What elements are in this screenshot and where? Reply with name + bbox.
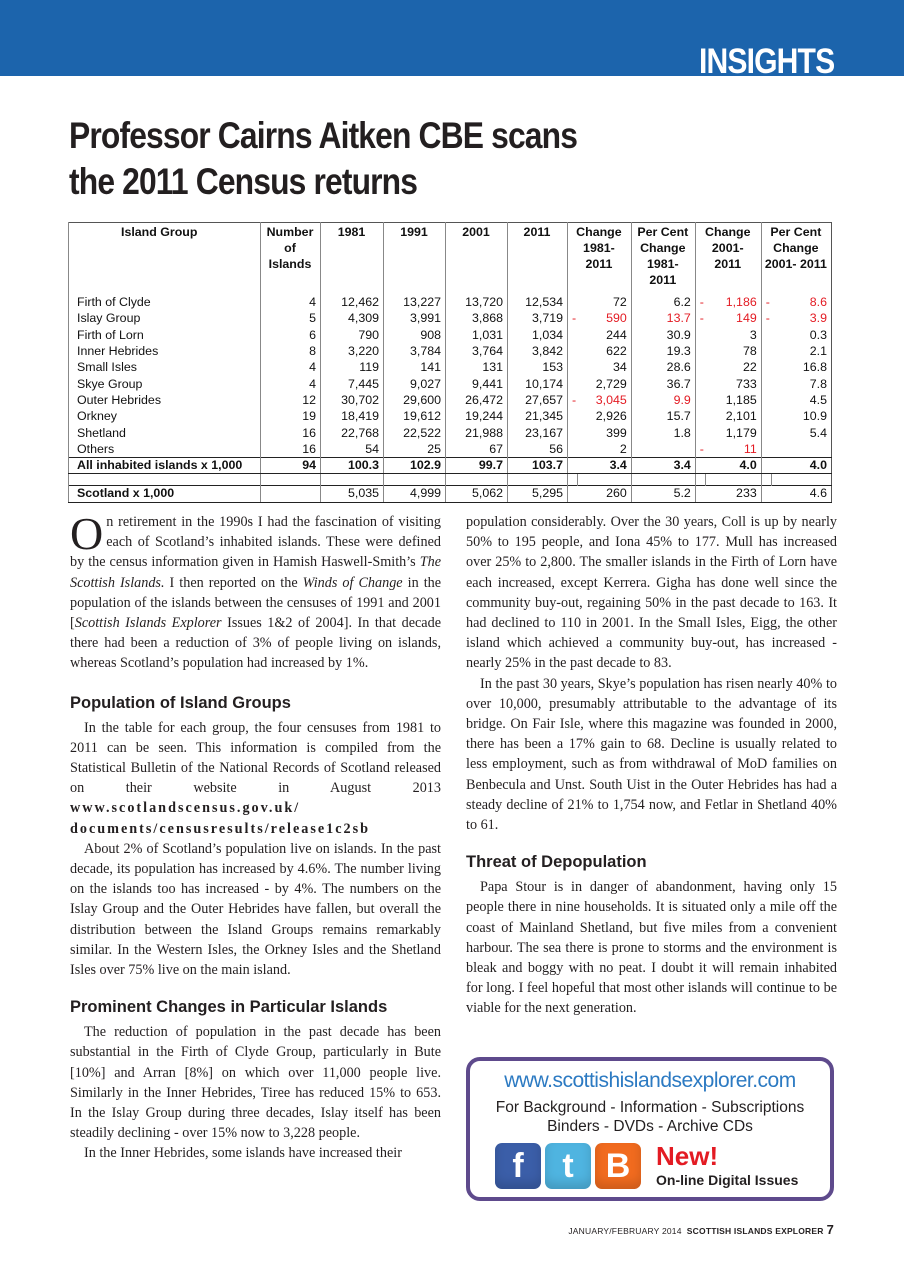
section-banner <box>0 0 904 81</box>
row-island-group: Orkney <box>69 409 261 425</box>
spacer-cell <box>631 474 695 486</box>
row-1981: 4,309 <box>321 311 384 327</box>
row-percent-2001-2011: 8.6 <box>809 295 827 310</box>
spacer-cell <box>705 474 761 486</box>
row-sign-change-2001-2011: - <box>695 295 705 311</box>
header-change-2001-2011: Change 2001- 2011 <box>695 223 761 295</box>
total-islands: 94 <box>261 457 321 473</box>
article-right-column <box>466 512 837 1019</box>
row-sign-change-2001-2011 <box>695 392 705 408</box>
row-change-2001-2011: 1,185 <box>725 392 757 407</box>
table-row <box>69 327 832 343</box>
row-sign-change-2001-2011 <box>695 343 705 359</box>
row-1981: 22,768 <box>321 425 384 441</box>
row-sign-percent-2001-2011 <box>761 425 771 441</box>
table-row <box>69 343 832 359</box>
row-sign-percent-2001-2011 <box>761 409 771 425</box>
row-1981: 54 <box>321 441 384 457</box>
book-title: The Scottish Islands. <box>70 554 441 591</box>
row-sign-change-2001-2011: - <box>695 311 705 327</box>
heading-prominent-changes: Prominent Changes in Particular Islands <box>70 998 388 1017</box>
row-2011: 153 <box>508 360 568 376</box>
row-2011: 21,345 <box>508 409 568 425</box>
census-website-link[interactable]: www.scotlandscensus.gov.uk/ documents/censusresults/release1c2sb <box>70 800 371 837</box>
row-2011: 27,657 <box>508 392 568 408</box>
row-change-1981-2011: 590 <box>606 311 627 326</box>
header-1981: 1981 <box>321 223 384 295</box>
row-change-1981-2011: 244 <box>606 327 627 342</box>
row-number-of-islands: 5 <box>261 311 321 327</box>
heading-threat-depopulation: Threat of Depopulation <box>466 853 647 872</box>
spacer-cell <box>695 474 705 486</box>
total-2001: 99.7 <box>446 457 508 473</box>
row-percent-1981-2011: 1.8 <box>631 425 695 441</box>
row-sign-percent-2001-2011 <box>761 441 771 457</box>
row-change-1981-2011: 2,729 <box>595 376 627 391</box>
header-change-1981-2011: Change 1981- 2011 <box>568 223 632 295</box>
row-island-group: Outer Hebrides <box>69 392 261 408</box>
scotland-label: Scotland x 1,000 <box>69 486 261 502</box>
row-2001: 26,472 <box>446 392 508 408</box>
row-number-of-islands: 4 <box>261 295 321 311</box>
header-2011: 2011 <box>508 223 568 295</box>
row-sign-change-1981-2011 <box>568 343 578 359</box>
table-header-row <box>69 223 832 295</box>
row-change-1981-2011: 2 <box>619 441 627 456</box>
row-sign-change-1981-2011 <box>568 441 578 457</box>
header-number-of-islands: Number of Islands <box>261 223 321 295</box>
row-sign-change-2001-2011 <box>695 360 705 376</box>
table-row <box>69 425 832 441</box>
row-percent-2001-2011: 0.3 <box>809 327 827 342</box>
total-change-1981-2011: 3.4 <box>568 457 632 473</box>
page-footer <box>568 1222 834 1237</box>
row-1991: 25 <box>384 441 446 457</box>
row-island-group: Inner Hebrides <box>69 343 261 359</box>
row-percent-1981-2011: 15.7 <box>631 409 695 425</box>
table-row <box>69 441 832 457</box>
section-title: INSIGHTS <box>698 42 834 81</box>
row-1981: 7,445 <box>321 376 384 392</box>
row-1991: 3,991 <box>384 311 446 327</box>
row-1991: 908 <box>384 327 446 343</box>
header-percent-2001-2011: Per Cent Change 2001- 2011 <box>761 223 831 295</box>
row-change-2001-2011: 733 <box>736 376 757 391</box>
spacer-cell <box>261 474 321 486</box>
row-1991: 13,227 <box>384 295 446 311</box>
row-2001: 3,764 <box>446 343 508 359</box>
blogger-icon[interactable]: B <box>595 1143 641 1189</box>
total-2011: 103.7 <box>508 457 568 473</box>
promo-new-label: New! <box>656 1141 719 1171</box>
row-island-group: Skye Group <box>69 376 261 392</box>
footer-issue: JANUARY/FEBRUARY 2014 <box>568 1226 682 1236</box>
row-percent-2001-2011: 4.5 <box>809 392 827 407</box>
page-number: 7 <box>826 1222 834 1237</box>
row-1981: 12,462 <box>321 295 384 311</box>
right-paragraph-1: population considerably. Over the 30 years, Coll is up by nearly 50% to 195 people, and Iona 45% to 177. Mull has increased over 25% to 2,800. The smaller islands in the Firth of Lorn have each increased, except Kerrera. Gigha has done well since the community buy-out, regaining 50% in the past decade to 163. It had declined to 110 in 2001. In the Small Isles, Eigg, the other island which achieved a community buy-out, has increased - nearly 25% in the past decade to 83. <box>466 514 837 672</box>
table-row <box>69 295 832 311</box>
scotland-1991: 4,999 <box>384 486 446 502</box>
row-number-of-islands: 4 <box>261 360 321 376</box>
row-sign-change-1981-2011: - <box>568 311 578 327</box>
row-change-1981-2011: 3,045 <box>595 392 627 407</box>
groups-paragraph-2: About 2% of Scotland’s population live on islands. In the past decade, its population has increased by 4.6%. The number living on the islands too has increased - by 4%. The numbers on the Islay Group and the Outer Hebrides have fallen, but overall the distribution between the Island Groups remains remarkably similar. In the Western Isles, the Orkney Isles and the Shetland Isles over 75% live on the main island. <box>70 840 441 979</box>
spacer-cell <box>568 474 578 486</box>
row-percent-1981-2011 <box>631 441 695 457</box>
total-label: All inhabited islands x 1,000 <box>69 457 261 473</box>
row-island-group: Others <box>69 441 261 457</box>
row-number-of-islands: 16 <box>261 441 321 457</box>
row-sign-change-1981-2011 <box>568 376 578 392</box>
table-row <box>69 376 832 392</box>
row-percent-1981-2011: 28.6 <box>631 360 695 376</box>
scotland-change-1981-2011: 260 <box>568 486 632 502</box>
spacer-cell <box>321 474 384 486</box>
row-sign-percent-2001-2011 <box>761 343 771 359</box>
total-1981: 100.3 <box>321 457 384 473</box>
total-1991: 102.9 <box>384 457 446 473</box>
row-percent-2001-2011: 3.9 <box>809 311 827 326</box>
header-percent-1981-2011: Per Cent Change 1981- 2011 <box>631 223 695 295</box>
table-row <box>69 311 832 327</box>
row-sign-percent-2001-2011: - <box>761 311 771 327</box>
footer-magazine: SCOTTISH ISLANDS EXPLORER <box>686 1226 824 1236</box>
article-headline: Professor Cairns Aitken CBE scans the 2011 Census returns <box>69 115 578 202</box>
row-2001: 13,720 <box>446 295 508 311</box>
row-2001: 9,441 <box>446 376 508 392</box>
row-change-2001-2011: 3 <box>749 327 757 342</box>
row-number-of-islands: 6 <box>261 327 321 343</box>
table-row <box>69 360 832 376</box>
row-2011: 56 <box>508 441 568 457</box>
row-sign-change-2001-2011 <box>695 327 705 343</box>
row-sign-change-2001-2011 <box>695 425 705 441</box>
row-2011: 1,034 <box>508 327 568 343</box>
row-island-group: Shetland <box>69 425 261 441</box>
spacer-cell <box>761 474 771 486</box>
scotland-2011: 5,295 <box>508 486 568 502</box>
row-change-2001-2011: 1,186 <box>725 295 757 310</box>
row-2001: 1,031 <box>446 327 508 343</box>
row-change-2001-2011: 149 <box>736 311 757 326</box>
promo-website-link[interactable]: www.scottishislandsexplorer.com <box>504 1069 796 1092</box>
total-percent-2001-2011: 4.0 <box>761 457 831 473</box>
scotland-islands <box>261 486 321 502</box>
total-change-2001-2011: 4.0 <box>695 457 761 473</box>
spacer-cell <box>578 474 632 486</box>
row-percent-1981-2011: 36.7 <box>631 376 695 392</box>
row-number-of-islands: 19 <box>261 409 321 425</box>
series-title: Winds of Change <box>302 574 403 591</box>
heading-island-groups: Population of Island Groups <box>70 693 291 712</box>
row-percent-2001-2011: 16.8 <box>802 360 827 375</box>
intro-paragraph: On retirement in the 1990s I had the fascination of visiting each of Scotland’s inhabited islands. These were defined by the census information given in Hamish Haswell-Smith’s The Scottish Islands. I then reported on the Winds of Change in the population of the islands between the censuses of 1991 and 2001 [Scottish Islands Explorer Issues 1&2 of 2004]. In that decade there had been a reduction of 3% of people living on islands, whereas Scotland’s population had increased by 1%. <box>70 508 442 672</box>
header-island-group: Island Group <box>69 223 261 295</box>
row-sign-change-1981-2011 <box>568 295 578 311</box>
row-number-of-islands: 4 <box>261 376 321 392</box>
row-number-of-islands: 16 <box>261 425 321 441</box>
row-change-2001-2011: 1,179 <box>725 425 757 440</box>
row-sign-percent-2001-2011 <box>761 327 771 343</box>
changes-paragraph-2: In the Inner Hebrides, some islands have increased their <box>84 1145 402 1162</box>
groups-paragraph-1: In the table for each group, the four censuses from 1981 to 2011 can be seen. This information is compiled from the Statistical Bulletin of the National Records of Scotland released on their website in August 2013 www.scotlandscensus.gov.uk/ documents/censusresults/release1c2sb <box>70 719 441 837</box>
row-percent-2001-2011: 7.8 <box>809 376 827 391</box>
row-2011: 3,842 <box>508 343 568 359</box>
spacer-cell <box>69 474 261 486</box>
drop-cap: O <box>70 508 104 559</box>
facebook-icon[interactable]: f <box>495 1143 541 1189</box>
row-change-2001-2011: 2,101 <box>725 409 757 424</box>
row-1981: 790 <box>321 327 384 343</box>
row-change-1981-2011: 2,926 <box>595 409 627 424</box>
row-1981: 18,419 <box>321 409 384 425</box>
threat-paragraph: Papa Stour is in danger of abandonment, having only 15 people there in nine households. It is situated only a mile off the coast of Mainland Shetland, but five miles from a convenient harbour. The sea there is prone to storms and the environment is bleak and boggy with no peat. I doubt it will remain inhabited for long. I feel hopeful that most other islands will continue to be viable for the next generation. <box>466 879 837 1017</box>
row-sign-percent-2001-2011 <box>761 392 771 408</box>
right-paragraph-2: In the past 30 years, Skye’s population has risen nearly 40% to over 10,000, presumably attributable to the advantage of its bridge. On Fair Isle, where this magazine was founded in 2000, there has been a 17% gain to 68. Decline is usually related to less employment, such as from withdrawal of MoD families on Benbecula and Unst. South Uist in the Outer Hebrides has had a steady decline of 21% to 1,754 now, and Fetlar in Shetland 40% to 61. <box>466 675 837 834</box>
spacer-cell <box>384 474 446 486</box>
row-1981: 3,220 <box>321 343 384 359</box>
table-spacer-row <box>69 474 832 486</box>
promo-line-1: For Background - Information - Subscriptions <box>495 1099 805 1116</box>
total-percent-1981-2011: 3.4 <box>631 457 695 473</box>
row-number-of-islands: 12 <box>261 392 321 408</box>
row-1991: 9,027 <box>384 376 446 392</box>
spacer-cell <box>771 474 831 486</box>
article-left-column <box>70 508 442 1164</box>
header-2001: 2001 <box>446 223 508 295</box>
twitter-icon[interactable]: t <box>545 1143 591 1189</box>
row-2011: 23,167 <box>508 425 568 441</box>
row-1981: 119 <box>321 360 384 376</box>
row-2011: 12,534 <box>508 295 568 311</box>
row-2001: 19,244 <box>446 409 508 425</box>
promo-digital-issues: On-line Digital Issues <box>656 1172 799 1188</box>
row-sign-percent-2001-2011 <box>761 360 771 376</box>
row-percent-1981-2011: 6.2 <box>631 295 695 311</box>
row-island-group: Islay Group <box>69 311 261 327</box>
row-1991: 29,600 <box>384 392 446 408</box>
scotland-percent-2001-2011: 4.6 <box>761 486 831 502</box>
scotland-percent-1981-2011: 5.2 <box>631 486 695 502</box>
row-sign-change-2001-2011 <box>695 376 705 392</box>
promo-box <box>466 1057 834 1201</box>
row-island-group: Firth of Lorn <box>69 327 261 343</box>
row-change-2001-2011: 22 <box>742 360 757 375</box>
row-2001: 21,988 <box>446 425 508 441</box>
spacer-cell <box>508 474 568 486</box>
scotland-1981: 5,035 <box>321 486 384 502</box>
row-sign-change-1981-2011 <box>568 409 578 425</box>
row-sign-change-1981-2011 <box>568 360 578 376</box>
row-percent-2001-2011 <box>771 441 831 457</box>
table-row <box>69 409 832 425</box>
row-island-group: Small Isles <box>69 360 261 376</box>
row-change-1981-2011: 622 <box>606 344 627 359</box>
row-1991: 22,522 <box>384 425 446 441</box>
row-1991: 141 <box>384 360 446 376</box>
row-change-2001-2011: 78 <box>742 344 757 359</box>
row-change-1981-2011: 34 <box>613 360 627 375</box>
row-2001: 3,868 <box>446 311 508 327</box>
row-sign-change-1981-2011: - <box>568 392 578 408</box>
row-2001: 131 <box>446 360 508 376</box>
row-change-2001-2011: 11 <box>743 441 757 456</box>
row-sign-change-2001-2011 <box>695 409 705 425</box>
row-sign-percent-2001-2011: - <box>761 295 771 311</box>
row-sign-change-2001-2011: - <box>695 441 705 457</box>
row-sign-change-1981-2011 <box>568 425 578 441</box>
row-2011: 10,174 <box>508 376 568 392</box>
row-percent-1981-2011: 30.9 <box>631 327 695 343</box>
header-1991: 1991 <box>384 223 446 295</box>
row-1991: 3,784 <box>384 343 446 359</box>
row-percent-2001-2011: 5.4 <box>809 425 827 440</box>
row-percent-1981-2011: 13.7 <box>631 311 695 327</box>
row-percent-2001-2011: 2.1 <box>809 344 827 359</box>
row-number-of-islands: 8 <box>261 343 321 359</box>
row-percent-1981-2011: 9.9 <box>631 392 695 408</box>
scotland-change-2001-2011: 233 <box>695 486 761 502</box>
table-total-row <box>69 457 832 473</box>
scotland-2001: 5,062 <box>446 486 508 502</box>
row-percent-2001-2011: 10.9 <box>802 409 827 424</box>
row-sign-change-1981-2011 <box>568 327 578 343</box>
row-1981: 30,702 <box>321 392 384 408</box>
spacer-cell <box>446 474 508 486</box>
promo-line-2: Binders - DVDs - Archive CDs <box>547 1118 753 1135</box>
row-island-group: Firth of Clyde <box>69 295 261 311</box>
row-2001: 67 <box>446 441 508 457</box>
magazine-reference: Scottish Islands Explorer <box>74 615 222 632</box>
row-1991: 19,612 <box>384 409 446 425</box>
census-table <box>68 222 832 503</box>
row-change-1981-2011: 399 <box>606 425 627 440</box>
row-change-1981-2011: 72 <box>613 295 627 310</box>
row-sign-percent-2001-2011 <box>761 376 771 392</box>
row-2011: 3,719 <box>508 311 568 327</box>
table-row <box>69 392 832 408</box>
table-scotland-row <box>69 486 832 502</box>
changes-paragraph-1: The reduction of population in the past decade has been substantial in the Firth of Clyde Group, particularly in Bute [10%] and Arran [8%] on which over 11,000 people live. Similarly in the Inner Hebrides, Tiree has reduced 15% to 653. In the Islay Group during three decades, Islay itself has been steadily declining - over 15% now to 3,228 people. <box>70 1024 441 1142</box>
row-percent-1981-2011: 19.3 <box>631 343 695 359</box>
